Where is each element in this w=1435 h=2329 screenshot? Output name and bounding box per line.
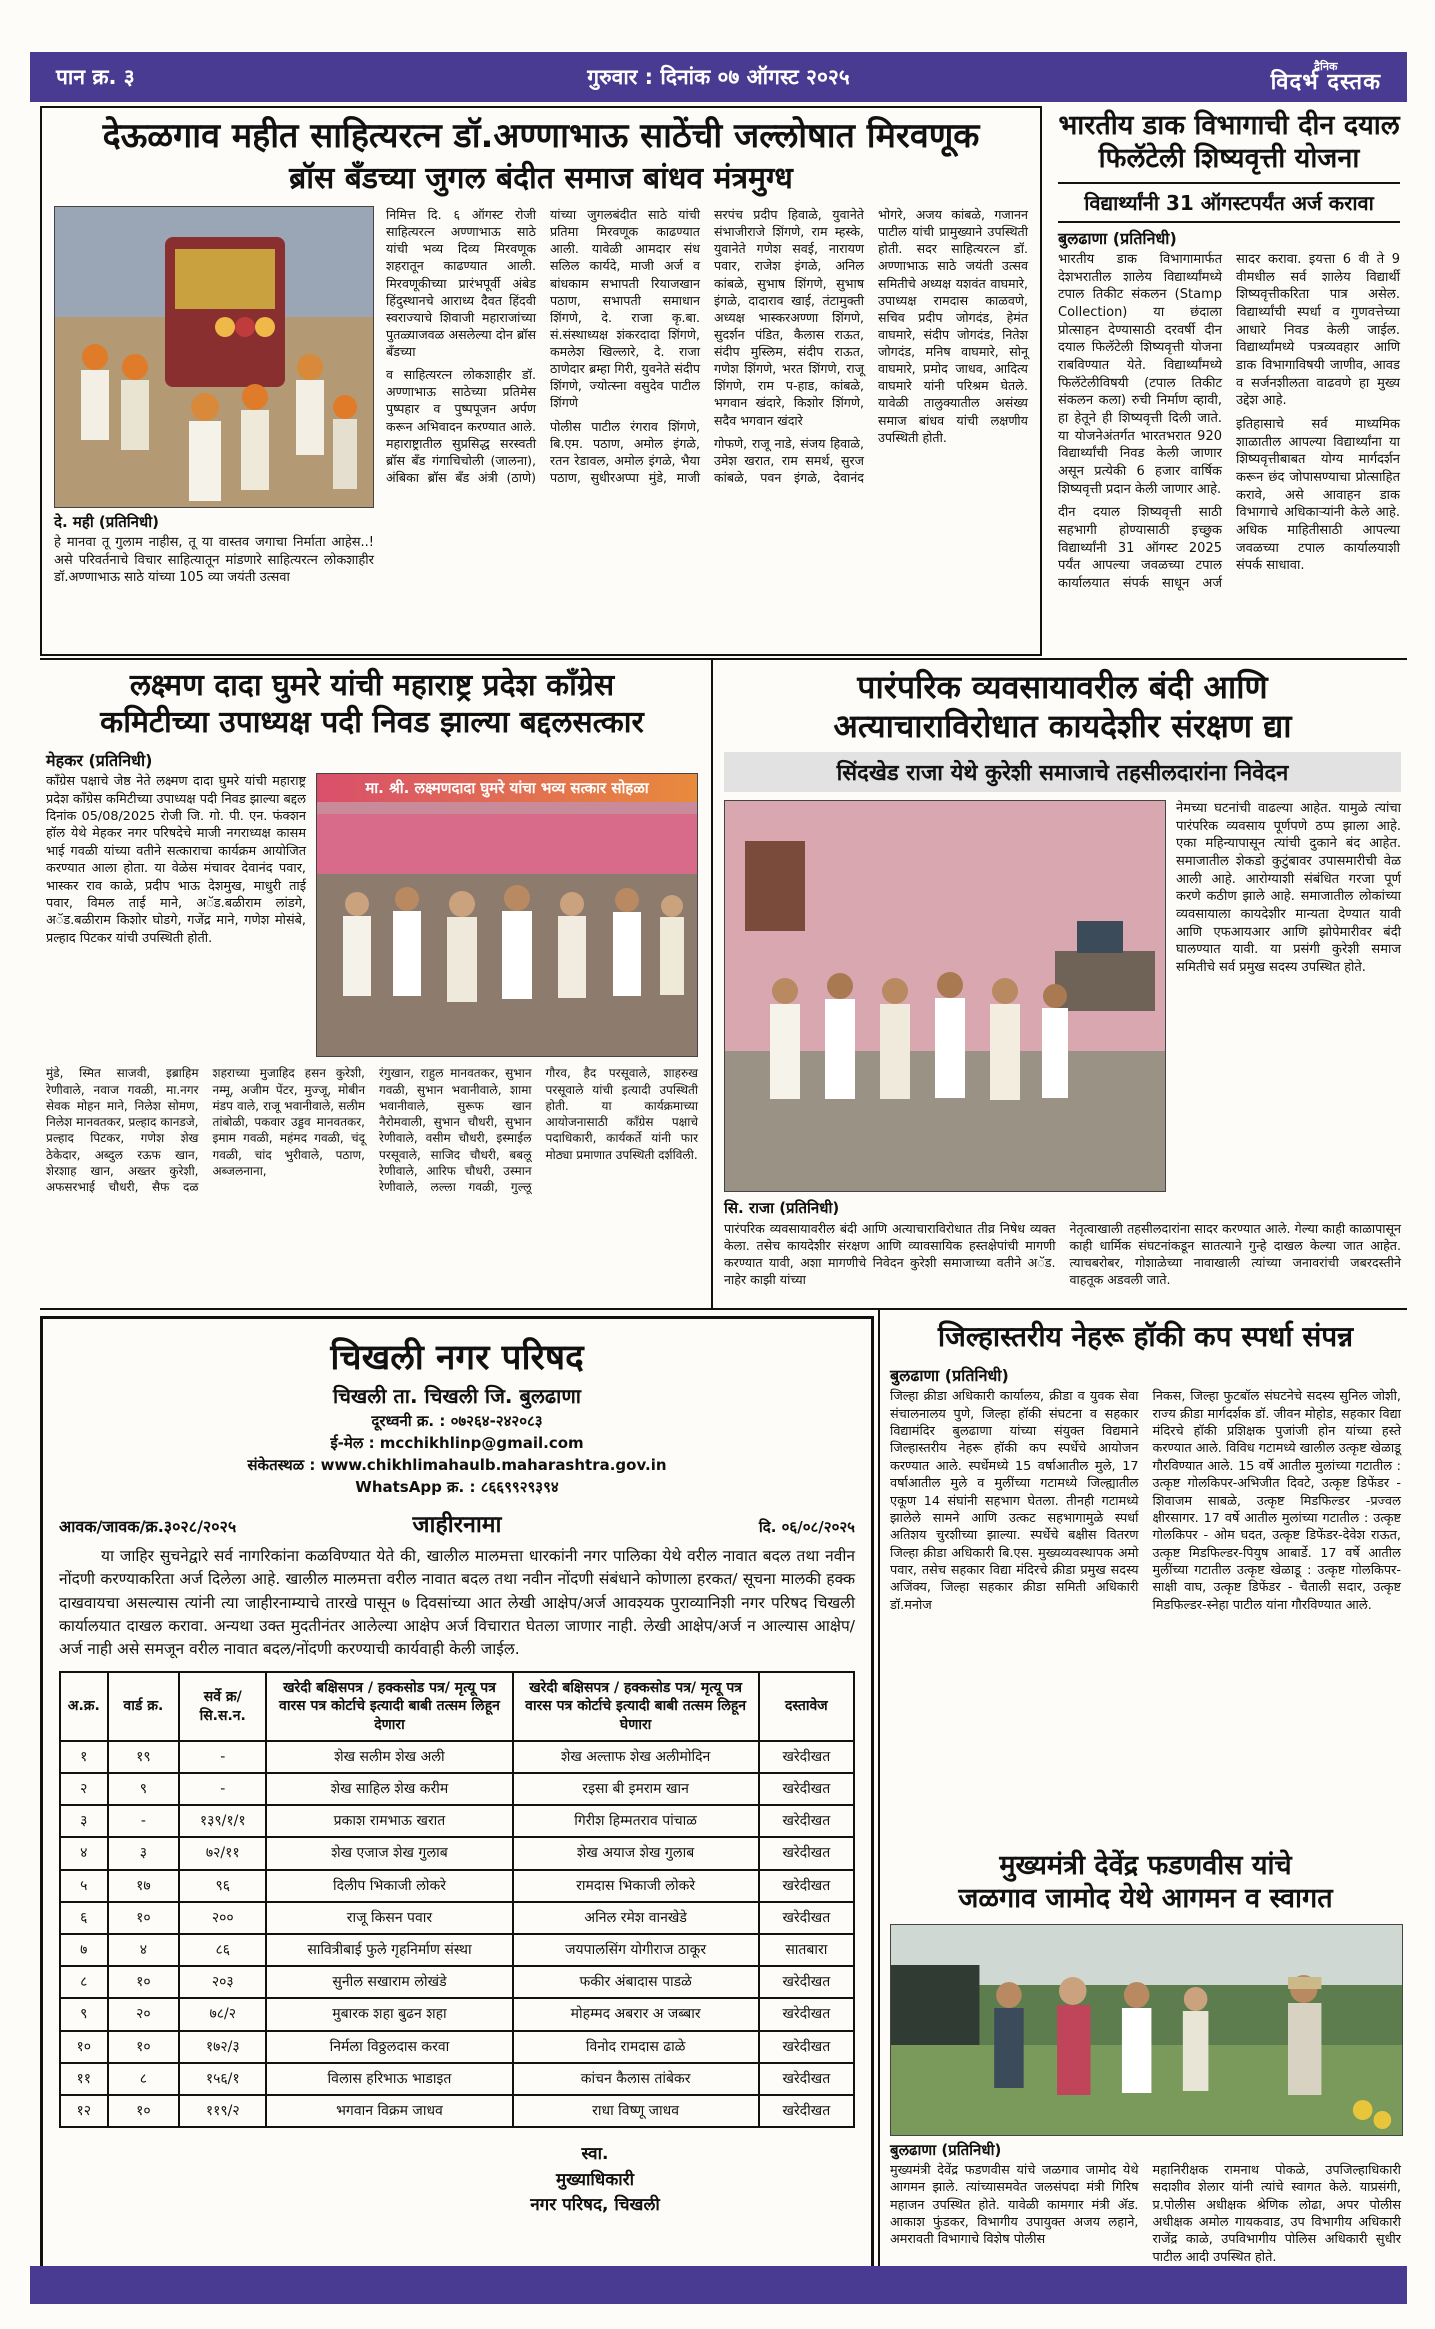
col-grantee: खरेदी बक्षिसपत्र / हक्कसोड पत्र/ मृत्यू पत्र वारस पत्र कोर्टाचे इत्यादी बाबी तत्सम लिहून घेणारा: [513, 1672, 759, 1741]
cell-document: खरेदीखत: [759, 1902, 854, 1934]
article-hockey-headline: जिल्हास्तरीय नेहरू हॉकी कप स्पर्धा संपन्न: [937, 1320, 1354, 1353]
article-hockey-byline: बुलढाणा (प्रतिनिधी): [890, 1366, 1009, 1386]
body-paragraph: गोफणे, राजू नाडे, संजय हिवाळे, उमेश खरात, राम समर्थ, सुरज कांबळे, पवन इंगळे, देवानंद भोगरे, अजय कांबळे, गजानन पाटील यांची प्रामुख्याने उपस्थिती होती. सदर साहित्यरत्न डॉ. अण्णाभाऊ साठे जयंती उत्सव समितीचे अध्यक्ष यशवंत वाघमारे, उपाध्यक्ष रामदास काळवणे, सचिव प्रदीप जोगदंड, हेमंत वाघमारे, संदीप जोगदंड, नितेश जोगदंड, मनिष वाघमारे, सोनू वाघमारे, प्रमोद जाधव, आदित्य वाघमारे यांनी परिश्रम घेतले. यावेळी तालुक्यातील असंख्य समाज बांधव यांची लक्षणीय उपस्थिती होती.: [714, 207, 1028, 485]
notice-title: जाहीरनामा: [412, 1512, 502, 1538]
col-ward: वार्ड क्र.: [108, 1672, 179, 1741]
body-paragraph: नेतृत्वाखाली तहसीलदारांना सादर करण्यात आले. गेल्या काही काळापासून काही धार्मिक संघटनांकडून सातत्याने गुन्हे दाखल केल्या जात आहेत. त्याचबरोबर, गोशाळेच्या नावाखाली त्यांच्या जनावरांची जबरदस्तीने वाहतूक अडवली जाते.: [1069, 1221, 1401, 1288]
article-qureshi: [718, 664, 1407, 1304]
cell-serial: १०: [60, 2031, 108, 2063]
article-congress: [40, 664, 704, 1304]
cell-document: खरेदीखत: [759, 1998, 854, 2030]
notice-table-header-row: [60, 1672, 854, 1741]
cell-serial: ५: [60, 1870, 108, 1902]
article-cm-body: [890, 2162, 1401, 2266]
cell-grantee: मोहम्मद अबरार अ जब्बार: [513, 1998, 759, 2030]
notice-signature: [485, 2142, 705, 2219]
notice-org-name: चिखली नगर परिषद: [330, 1338, 584, 1378]
column-divider: [878, 1310, 880, 2266]
notice-table-row: [60, 1966, 854, 1998]
cell-survey: -: [179, 1773, 266, 1805]
cell-grantor: शेख साहिल शेख करीम: [266, 1773, 512, 1805]
cell-ward: ३: [108, 1837, 179, 1869]
section-divider: [40, 1308, 1407, 1310]
cell-survey: ७२/११: [179, 1837, 266, 1869]
cell-survey: ८६: [179, 1934, 266, 1966]
cell-serial: ३: [60, 1805, 108, 1837]
cell-grantor: राजू किसन पवार: [266, 1902, 512, 1934]
cell-ward: १०: [108, 1966, 179, 1998]
cell-document: खरेदीखत: [759, 1837, 854, 1869]
article-qureshi-body: [724, 1220, 1401, 1295]
body-paragraph: भारतीय डाक विभागामार्फत देशभरातील शालेय विद्यार्थ्यांमध्ये टपाल तिकीट संकलन (Stamp Collection) या छंदाला प्रोत्साहन देण्यासाठी दरवर्षी दीन दयाल फिलॅटेली शिष्यवृत्ती योजना राबविण्यात येते. विद्यार्थ्यांमध्ये फिलॅटेलीविषयी (टपाल तिकीट संकलन कला) रुची निर्माण व्हावी, हा हेतूने ही शिष्यवृत्ती दिली जाते. या योजनेअंतर्गत भारतभरात 920 विद्यार्थ्यांची निवड केली जाणार असून प्रत्येकी 6 हजार वार्षिक शिष्यवृत्ती प्रदान केली जाणार आहे.: [1058, 251, 1222, 497]
notice-table-row: [60, 2095, 854, 2127]
cell-ward: १०: [108, 2031, 179, 2063]
cell-survey: १३९/१/१: [179, 1805, 266, 1837]
notice-email: ई-मेल : mcchikhlinp@gmail.com: [330, 1434, 584, 1452]
cell-document: खरेदीखत: [759, 1773, 854, 1805]
notice-website: संकेतस्थळ : www.chikhlimahaulb.maharashtra.gov.in: [247, 1456, 667, 1474]
cell-ward: -: [108, 1805, 179, 1837]
article-procession-byline: दे. मही (प्रतिनिधी): [54, 513, 159, 532]
notice-table-row: [60, 1773, 854, 1805]
section-divider: [40, 658, 1407, 660]
cell-document: सातबारा: [759, 1934, 854, 1966]
article-qureshi-sidecolumn: नेमच्या घटनांची वाढल्या आहेत. यामुळे त्यांचा पारंपरिक व्यवसाय पूर्णपणे ठप्प झाला आहे. एका महिन्यापासून त्यांची दुकाने बंद आहेत. समाजातील शेकडो कुटुंबावर उपासमारीची वेळ आली आहे. आरोग्याशी संबंधित गरजा पूर्ण करणे कठीण झाले आहे. समाजातील लोकांच्या व्यवसायाला कायदेशीर मान्यता देण्यात यावी आणि एफआयआर आणि झोपेमारीवर बंदी घालण्यात यावी. या प्रसंगी कुरेशी समाज समितीचे सर्व प्रमुख सदस्य उपस्थित होते.: [1176, 801, 1401, 976]
cell-survey: १५६/१: [179, 2063, 266, 2095]
page-header-bar: [30, 52, 1407, 102]
article-philately: [1052, 106, 1406, 656]
article-congress-byline: मेहकर (प्रतिनिधी): [46, 751, 153, 771]
cell-document: खरेदीखत: [759, 1966, 854, 1998]
signature-title: मुख्याधिकारी: [555, 2169, 635, 2190]
cell-survey: ७८/२: [179, 1998, 266, 2030]
article-congress-headline: लक्ष्मण दादा घुमरे यांची महाराष्ट्र प्रदेश काँग्रेस: [129, 668, 615, 703]
notice-whatsapp: WhatsApp क्र. : ८६६९९२९३९४: [355, 1478, 559, 1496]
cell-serial: ६: [60, 1902, 108, 1934]
body-paragraph: व साहित्यरत्न लोकशाहीर डॉ. अण्णाभाऊ साठेच्या प्रतिमेस पुष्पहार व पुष्पपूजन अर्पण करून अभिवादन करण्यात आले. महाराष्ट्रातील सुप्रसिद्ध सरस्वती ब्रॉस बँड गंगाचिचोली (जालना), अंबिका ब्रॉस बँड अंत्री (ठाणे) यांच्या जुगलबंदीत साठे यांची प्रतिमा मिरवणूक काढण्यात आली. यावेळी आमदार संध सलिल कार्यदे, माजी अर्ज व बांधकाम सभापती रियाजखान पठाण, सभापती समाधान शिंगणे, दे. राजा कृ.बा. सं.संस्थाध्यक्ष शंकरदादा शिंगणे, कमलेश खिल्लारे, दे. राजा ठाणेदार ब्रम्हा गिरी, युवनेते संदीप शिंगणे, ज्योत्स्ना वसुदेव पाटील शिंगणे: [386, 207, 700, 485]
col-serial: अ.क्र.: [60, 1672, 108, 1741]
cell-survey: -: [179, 1741, 266, 1773]
cell-grantee: रामदास भिकाजी लोकरे: [513, 1870, 759, 1902]
cm-visit-photo-illustration: [891, 1925, 1402, 2135]
cell-serial: ८: [60, 1966, 108, 1998]
notice-table-body: [60, 1741, 854, 2127]
notice-body: या जाहिर सुचनेद्वारे सर्व नागरिकांना कळविण्यात येते की, खालील मालमत्ता धारकांनी नगर पालिका येथे वरील नावात बदल तथा नवीन नोंदणी करण्याकरिता अर्ज दिलेला आहे. खालील मालमत्ता वरील नावात बदल तथा नवीन नोंदणी संबंधाने कोणाला हरकत/ सूचना मालकी हक्क दाखवायचा असल्यास त्यांनी त्या जाहीरनाम्याचे तारखे पासून ७ दिवसांच्या आत लेखी आक्षेप/अर्ज आवश्यक पुराव्यानिशी नगर परिषद चिखली कार्यालयात दाखल करावा. अन्यथा उक्त मुदतीनंतर आलेल्या आक्षेप अर्ज विचारात घेतला जाणार नाही. लेखी आक्षेप/अर्ज न आल्यास आक्षेप/अर्ज नाही असे समजून वरील नावात बदल/नोंदणी करण्याची कार्यवाही केली जाईल.: [59, 1547, 855, 1658]
notice-table: [59, 1671, 855, 2128]
cell-document: खरेदीखत: [759, 2031, 854, 2063]
body-paragraph: दीन दयाल शिष्यवृत्ती साठी सहभागी होण्यासाठी इच्छुक विद्यार्थ्यांनी 31 ऑगस्ट 2025 पर्यंत आपल्या जवळच्या टपाल कार्यालयात संपर्क साधून अर्ज सादर करावा. इयत्ता 6 वी ते 9 वीमधील सर्व शालेय विद्यार्थी शिष्यवृत्तीकरिता पात्र असेल. विद्यार्थ्यांची स्पर्धा व गुणवत्तेच्या आधारे निवड केली जाईल. विद्यार्थ्यांमध्ये पत्रव्यवहार आणि डाक विभागाविषयी जाणीव, आवड व सर्जनशीलता वाढवणे हा मुख्य उद्देश आहे.: [1058, 251, 1400, 591]
cell-grantee: अनिल रमेश वानखेडे: [513, 1902, 759, 1934]
body-paragraph: मुख्यमंत्री देवेंद्र फडणवीस यांचे जळगाव जामोद येथे आगमन झाले. त्यांच्यासमवेत जलसंपदा मंत्री गिरिष महाजन उपस्थित होते. यावेळी कामगार मंत्री ॲड. आकाश फुंडकर, विभागीय उपायुक्त अजय लहाने, अमरावती विभागाचे विशेष पोलीस: [890, 2162, 1139, 2248]
notice-table-row: [60, 2031, 854, 2063]
col-grantor: खरेदी बक्षिसपत्र / हक्कसोड पत्र/ मृत्यू पत्र वारस पत्र कोर्टाचे इत्यादी बाबी तत्सम लिहून देणारा: [266, 1672, 512, 1741]
cell-serial: ७: [60, 1934, 108, 1966]
article-cm-visit: [884, 1846, 1407, 2266]
cell-grantee: फकीर अंबादास पाडळे: [513, 1966, 759, 1998]
notice-address: चिखली ता. चिखली जि. बुलढाणा: [333, 1384, 581, 1408]
notice-ref-number: आवक/जावक/क्र.३०२८/२०२५: [59, 1517, 237, 1536]
article-procession-subheadline: ब्रॉस बँडच्या जुगल बंदीत समाज बांधव मंत्रमुग्ध: [289, 161, 793, 197]
edition-date: गुरुवार : दिनांक ०७ ऑगस्ट २०२५: [587, 65, 850, 89]
masthead-small-label: दैनिक: [1314, 59, 1338, 73]
cell-grantor: प्रकाश रामभाऊ खरात: [266, 1805, 512, 1837]
article-congress-names: [46, 1065, 698, 1196]
page-footer-bar: [30, 2266, 1407, 2304]
col-document: दस्तावेज: [759, 1672, 854, 1741]
signature-org: नगर परिषद, चिखली: [530, 2195, 660, 2216]
notice-table-row: [60, 1870, 854, 1902]
body-paragraph: पारंपरिक व्यवसायावरील बंदी आणि अत्याचाराविरोधात तीव्र निषेध व्यक्त केला. तसेच कायदेशीर संरक्षण आणि व्यावसायिक हस्तक्षेपांची मागणी करण्यात यावी, अशा मागणीचे निवेदन कुरेशी समाजाच्या वतीने अॅड. नाहेर काझी यांच्या: [724, 1221, 1056, 1288]
notice-table-row: [60, 1998, 854, 2030]
cell-grantor: शेख एजाज शेख गुलाब: [266, 1837, 512, 1869]
cell-grantee: विनोद रामदास ढाळे: [513, 2031, 759, 2063]
cell-grantee: जयपालसिंग योगीराज ठाकूर: [513, 1934, 759, 1966]
cell-grantor: मुबारक शहा बुढन शहा: [266, 1998, 512, 2030]
body-paragraph: मुंडे, स्मित साजवी, इब्राहिम रेणीवाले, नवाज गवळी, मा.नगर सेवक मोहन माने, निलेश सोमण, निलेश मानवतकर, प्रल्हाद कानडजे, प्रल्हाद पिटकर, गणेश शेख ठेकेदार, अब्दुल रऊफ खान, शेरशाह खान, अख्तर कुरेशी, अफसरभाई चौधरी, सैफ दळ शहराच्या मुजाहिद हसन कुरेशी, नम्मू, अजीम पेंटर, मुज्जू, मोबीन मंडप वाले, राजू भवानीवाले, सलीम तांबोळी, पकवार उड्डव मानवतकर, इमाम गवळी, महंमद गवळी, चंदू गवळी, चांद भुरीवाले, पठाण, अब्जलनाना,: [46, 1066, 365, 1195]
cell-grantee: शेख अल्ताफ शेख अलीमोदिन: [513, 1741, 759, 1773]
cell-grantor: विलास हरिभाऊ भाडाइत: [266, 2063, 512, 2095]
notice-table-row: [60, 1934, 854, 1966]
body-paragraph: निकस, जिल्हा फुटबॉल संघटनेचे सदस्य सुनिल जोशी, राज्य क्रीडा मार्गदर्शक डॉ. जीवन मोहोड, सहकार विद्या मंदिरचे हॉकी प्रशिक्षक पुजांजी होन यांच्या हस्ते करण्यात आले. विविध गटामध्ये खालील उत्कृष्ट खेळाडू गौरविण्यात आले. 15 वर्षे आतील मुलांच्या गटातील : उत्कृष्ट गोलकिपर-अभिजीत दिवटे, उत्कृष्ट डिफेंडर - शिवाजम साबळे, उत्कृष्ट मिडफिल्डर -प्रज्वल क्षीरसागर. 17 वर्षे आतील मुलांच्या गटातील : उत्कृष्ट गोलकिपर - ओम घदत, उत्कृष्ट डिफेंडर-देवेश राऊत, उत्कृष्ट मिडफिल्डर-पियुष आबार्डे. 17 वर्षे आतील मुलींच्या गटातील उत्कृष्ट खेळाडू : उत्कृष्ट गोलकिपर-साक्षी वाघ, उत्कृष्ट डिफेंडर - चैताली सदार, उत्कृष्ट मिडफिल्डर-स्नेहा पाटील यांना गौरविण्यात आले.: [1152, 1389, 1401, 1613]
cell-serial: ११: [60, 2063, 108, 2095]
column-divider: [711, 660, 713, 1308]
col-survey: सर्वे क्र/ सि.स.न.: [179, 1672, 266, 1741]
signature-swa: स्वा.: [581, 2144, 609, 2165]
cell-grantee: राधा विष्णू जाधव: [513, 2095, 759, 2127]
cell-survey: १७२/३: [179, 2031, 266, 2063]
cell-serial: १२: [60, 2095, 108, 2127]
body-paragraph: पोलीस पाटील रंगराव शिंगणे, बि.एम. पठाण, अमोल इंगळे, रतन रेडावल, अमोल इंगळे, भैया पठाण, सुधीरअप्पा मुंडे, माजी सरपंच प्रदीप हिवाळे, युवानेते संभाजीराजे शिंगणे, राम म्हस्के, युवानेते गणेश सवई, नारायण पवार, राजेश इंगळे, अनिल कांबळे, सुभाष शिंगणे, सुभाष इंगळे, दादाराव खाई, तंटामुक्ती अध्यक्ष भास्करअण्णा शिंगणे, सुदर्शन पंडित, कैलास राऊत, संदीप मुस्लिम, संदीप राऊत, गणेश शिंगणे, भरत शिंगणे, राजू शिंगणे, राम प-हाड, कांबळे, भगवान खंदारे, किशोर शिंगणे, सदैव भगवान खंदारे: [550, 207, 864, 485]
cell-serial: २: [60, 1773, 108, 1805]
cell-ward: ९: [108, 1773, 179, 1805]
article-procession-body: [386, 206, 1028, 636]
article-qureshi-subheadline: अत्याचाराविरोधात कायदेशीर संरक्षण द्या: [833, 707, 1292, 746]
cell-grantor: दिलीप भिकाजी लोकरे: [266, 1870, 512, 1902]
article-philately-headline: भारतीय डाक विभागाची दीन दयाल फिलॅटेली शिष्यवृत्ती योजना: [1058, 110, 1400, 174]
notice-table-row: [60, 1805, 854, 1837]
article-philately-byline: बुलढाणा (प्रतिनिधी): [1058, 228, 1177, 248]
cell-document: खरेदीखत: [759, 1741, 854, 1773]
notice-table-row: [60, 1741, 854, 1773]
congress-photo: [316, 773, 698, 1057]
procession-photo-illustration: [55, 207, 373, 507]
article-procession-headline: देऊळगाव महीत साहित्यरत्न डॉ.अण्णाभाऊ साठेंची जल्लोषात मिरवणूक: [102, 116, 980, 156]
article-cm-headline: मुख्यमंत्री देवेंद्र फडणवीस यांचे: [999, 1850, 1292, 1881]
article-procession-intro: हे मानवा तू गुलाम नाहीस, तू या वास्तव जगाचा निर्माता आहेस..! असे परिवर्तनाचे विचार साहित्यातून मांडणारे साहित्यरत्न लोकशाहीर डॉ.अण्णाभाऊ साठे यांच्या 105 व्या जयंती उत्सवा: [54, 535, 374, 586]
cm-visit-photo: [890, 1924, 1403, 2136]
congress-photo-banner: मा. श्री. लक्ष्मणदादा घुमरे यांचा भव्य सत्कार सोहळा: [317, 774, 697, 802]
body-paragraph: रंगुखान, राहुल मानवतकर, सुभान गवळी, सुभान भवानीवाले, शामा भवानीवाले, सुरूफ खान नैरोमवाली, सुभान चौधरी, सुभान रेणीवाले, वसीम चौधरी, इस्माईल परसूवाले, साजिद चौधरी, बबलू रेणीवाले, आरिफ चौधरी, उस्मान रेणीवाले, लल्ला गवळी, गुल्लू गौरव, हैद परसूवाले, शाहरुख परसूवाले यांची इत्यादी उपस्थिती होती. या कार्यक्रमाच्या आयोजनासाठी काँग्रेस पक्षाचे पदाधिकारी, कार्यकर्ते यांनी फार मोठ्या प्रमाणात उपस्थिती दर्शविली.: [379, 1066, 698, 1195]
cell-ward: ८: [108, 2063, 179, 2095]
article-hockey: [884, 1316, 1407, 1840]
cell-ward: १९: [108, 1741, 179, 1773]
cell-document: खरेदीखत: [759, 1870, 854, 1902]
municipal-notice: [40, 1316, 874, 2302]
article-cm-byline: बुलढाणा (प्रतिनिधी): [890, 2140, 1002, 2159]
cell-document: खरेदीखत: [759, 2095, 854, 2127]
cell-serial: ४: [60, 1837, 108, 1869]
body-paragraph: महानिरीक्षक रामनाथ पोकळे, उपजिल्हाधिकारी सदाशीव शेलार यांनी त्यांचे स्वागत केले. याप्रसंगी, प्र.पोलीस अधीक्षक श्रेणिक लोढा, अपर पोलीस अधीक्षक अमोल गायकवाड, उप विभागीय अधिकारी राजेंद्र काळे, उपविभागीय पोलिस अधिकारी सुधीर पाटील आदी उपस्थित होते.: [1152, 2162, 1401, 2265]
article-congress-lead: काँग्रेस पक्षाचे जेष्ठ नेते लक्ष्मण दादा घुमरे यांची महाराष्ट्र प्रदेश काँग्रेस कमिटीच्या उपाध्यक्ष पदी निवड झाल्या बद्दल दिनांक 05/08/2025 रोजी जि. गो. पी. एन. फंक्शन हॉल येथे मेहकर नगर परिषदेचे माजी नगराध्यक्ष कासम भाई गवळी यांच्या वतीने सत्काराचा कार्यक्रम आयोजित करण्यात आला होता. या वेळेस मंचावर देवानंद पवार, भास्कर राव काळे, प्रदीप भाऊ देशमुख, माधुरी ताई पवार, विमल ताई माने, अॅड.बळीराम लांडगे, अॅड.बळीराम किशोर घोडगे, गजेंद्र माने, गणेश मोसंबे, प्रल्हाद पिटकर यांची उपस्थिती होती.: [46, 774, 306, 946]
article-qureshi-headline: पारंपरिक व्यवसायावरील बंदी आणि: [857, 668, 1268, 706]
cell-grantor: शेख सलीम शेख अली: [266, 1741, 512, 1773]
qureshi-photo-illustration: [725, 801, 1165, 1191]
cell-grantor: निर्मला विठ्ठलदास करवा: [266, 2031, 512, 2063]
article-qureshi-byline: सि. राजा (प्रतिनिधी): [724, 1199, 840, 1218]
body-paragraph: जिल्हा क्रीडा अधिकारी कार्यालय, क्रीडा व युवक सेवा संचालनालय पुणे, जिल्हा हॉकी संघटना व सहकार विद्यामंदिर बुलढाणा यांच्या संयुक्त विद्यमाने जिल्हास्तरीय नेहरू हॉकी कप स्पर्धेचे आयोजन करण्यात आले. स्पर्धेमध्ये 15 वर्षाआतील मुले, 17 वर्षाआतील मुले व मुलींच्या गटामध्ये जिल्ह्यातील एकूण 14 संघांनी सहभाग घेतला. तीनही गटामध्ये झालेले सामने आणि उत्कट सहभागामुळे स्पर्धा अतिशय चुरशीच्या झाल्या. स्पर्धेचे बक्षीस वितरण जिल्हा क्रीडा अधिकारी बि.एस. मुख्यव्यवस्थापक अमो पवार, तसेच सहकार विद्या मंदिरचे क्रीडा प्रमुख सदस्य अजिंक्य, जिल्हा सहकार क्रीडा समिती अधिकारी डॉ.मनोज: [890, 1389, 1139, 1613]
notice-phone: दूरध्वनी क्र. : ०७२६४-२४२०८३: [371, 1412, 543, 1430]
article-congress-subheadline: कमिटीच्या उपाध्यक्ष पदी निवड झाल्या बद्दलसत्कार: [100, 704, 644, 740]
cell-serial: १: [60, 1741, 108, 1773]
cell-ward: १७: [108, 1870, 179, 1902]
cell-grantee: शेख अयाज शेख गुलाब: [513, 1837, 759, 1869]
body-paragraph: निमित्त दि. ६ ऑगस्ट रोजी साहित्यरत्न अण्णाभाऊ साठे यांची भव्य दिव्य मिरवणूक शहरातून काढण्यात आली. मिरवणूकीच्या प्रारंभपूर्वी अंबेड हिंदुस्थानचे आराध्य दैवत हिंदवी स्वराज्याचे शिवाजी महाराजांच्या पुतळ्याजवळ असलेल्या दोन ब्रॉस बँडच्या: [386, 207, 536, 360]
cell-document: खरेदीखत: [759, 2063, 854, 2095]
body-paragraph: इतिहासाचे सर्व माध्यमिक शाळातील आपल्या विद्यार्थ्यांना या शिष्यवृत्तीबाबत योग्य मार्गदर्शन करून छंद जोपासण्याचा प्रोत्साहित करावे, असे आवाहन डाक विभागाचे अधिकाऱ्यांनी केले आहे. अधिक माहितीसाठी आपल्या जवळच्या टपाल कार्यालयाशी संपर्क साधावा.: [1236, 416, 1400, 574]
cell-survey: ९६: [179, 1870, 266, 1902]
masthead-title: विदर्भ दस्तक: [1270, 69, 1381, 95]
article-philately-subhead: विद्यार्थ्यांनी 31 ऑगस्टपर्यंत अर्ज करावा: [1058, 182, 1400, 223]
cell-grantor: सुनील सखाराम लोखंडे: [266, 1966, 512, 1998]
cell-grantor: सावित्रीबाई फुले गृहनिर्माण संस्था: [266, 1934, 512, 1966]
cell-serial: ९: [60, 1998, 108, 2030]
cell-survey: २०३: [179, 1966, 266, 1998]
cell-ward: ४: [108, 1934, 179, 1966]
congress-photo-illustration: [317, 774, 697, 1056]
cell-grantee: रइसा बी इमराम खान: [513, 1773, 759, 1805]
article-procession: [40, 106, 1042, 656]
cell-survey: ११९/२: [179, 2095, 266, 2127]
page-number: पान क्र. ३: [56, 65, 135, 89]
masthead-logo: [1271, 61, 1381, 94]
procession-photo: [54, 206, 374, 508]
article-hockey-body: [890, 1388, 1401, 1620]
article-qureshi-subhead: सिंदखेड राजा येथे कुरेशी समाजाचे तहसीलदारांना निवेदन: [724, 752, 1401, 792]
notice-table-row: [60, 1837, 854, 1869]
article-cm-subheadline: जळगाव जामोद येथे आगमन व स्वागत: [958, 1882, 1333, 1914]
cell-grantee: कांचन कैलास तांबेकर: [513, 2063, 759, 2095]
cell-document: खरेदीखत: [759, 1805, 854, 1837]
notice-table-row: [60, 2063, 854, 2095]
qureshi-photo: [724, 800, 1166, 1192]
cell-grantor: भगवान विक्रम जाधव: [266, 2095, 512, 2127]
cell-ward: १०: [108, 1902, 179, 1934]
cell-ward: २०: [108, 1998, 179, 2030]
cell-grantee: गिरीश हिम्मतराव पांचाळ: [513, 1805, 759, 1837]
notice-date: दि. ०६/०८/२०२५: [758, 1518, 855, 1536]
cell-survey: २००: [179, 1902, 266, 1934]
article-philately-body: [1058, 251, 1400, 593]
cell-ward: १०: [108, 2095, 179, 2127]
notice-table-row: [60, 1902, 854, 1934]
